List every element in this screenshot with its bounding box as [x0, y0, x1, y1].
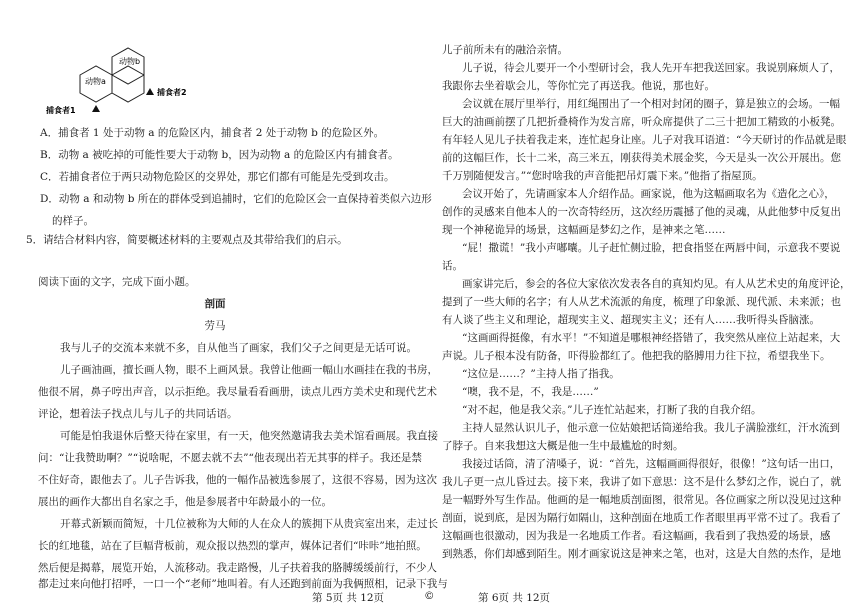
right-line-14: 画家讲完后，参会的各位大家依次发表各自的真知灼见。有人从艺术史的角度评论，: [462, 278, 851, 290]
predator-2-marker: [146, 88, 154, 95]
right-line-9: 会议开始了，先请画家本人介绍作品。画家说，他为这幅画取名为《造化之心》，: [462, 188, 835, 200]
right-line-5: 巨大的油画前摆了几把折叠椅作为发言席，听众席提供了二三十把加工精致的小板凳。: [442, 116, 841, 128]
option-d: D．动物 a 和动物 b 所在的群体受到追捕时，它们的危险区会一直保持着类似六边形: [40, 193, 432, 205]
left-line-1: 我与儿子的交流本来就不多，自从他当了画家，我们父子之间更是无话可说。: [60, 342, 417, 354]
left-line-2: 儿子画油画，擅长画人物，眼不上画风景。我曾让他画一幅山水画挂在我的书房，: [60, 364, 438, 376]
right-line-21: “对不起，他是我父亲。”儿子连忙站起来，打断了我的自我介绍。: [462, 404, 762, 416]
left-line-5: 可能是怕我退休后整天待在家里，有一天，他突然邀请我去美术馆看画展。我直接: [60, 430, 438, 442]
reading-instruction: 阅读下面的文字，完成下面小题。: [38, 276, 196, 288]
left-line-9: 开幕式新颖而简短，十几位被称为大师的人在众人的簇拥下从贵宾室出来，走过长: [60, 518, 438, 530]
right-line-16: 有人谈了些主义和理论，超现实主义、超现实主义；还有人……我听得头昏脑涨。: [442, 314, 820, 326]
right-line-26: 是一幅野外写生作品。他画的是一幅地质剖面图，很常见。各位画家之所以没见过这种: [442, 494, 841, 506]
right-line-15: 提到了一些大师的名字；有人从艺术流派的角度，梳理了印象派、现代派、未来派；也: [442, 296, 841, 308]
right-line-12: “屁！撒谎！”我小声嘟囔。儿子赶忙侧过脸，把食指竖在两唇中间，示意我不要说: [462, 242, 841, 254]
left-line-12: 都走过来向他打招呼，一口一个“老师”地叫着。有人还跑到前面为我俩照相，记录下我与: [38, 578, 448, 590]
center-mark: ©: [424, 590, 435, 602]
right-page: [430, 0, 860, 607]
story-author: 劳马: [204, 320, 226, 332]
left-line-11: 然后便是揭幕，展览开始，人流移动。我走路慢，儿子扶着我的胳膊缓缓前行，不少人: [38, 562, 437, 574]
right-line-20: “噢，我不是，不，我是……”: [462, 386, 599, 398]
option-b: B．动物 a 被吃掉的可能性要大于动物 b，因为动物 a 的危险区内有捕食者。: [40, 149, 399, 161]
right-line-28: 这幅画也很激动，因为我是一名地质工作者。看这幅画，我看到了我热爱的场景，感: [442, 530, 831, 542]
left-line-4: 评论，想着法子找点儿与儿子的共同话语。: [38, 408, 238, 420]
predator-1-marker: [92, 105, 100, 112]
right-line-7: 前的这幅巨作，长十二米，高三米五，刚获得美术展金奖，今天是头一次公开展出。您: [442, 152, 841, 164]
right-line-22: 主持人显然认识儿子，他示意一位姑娘把话筒递给我。我儿子满脸涨红，汗水流到: [462, 422, 840, 434]
right-line-2: 儿子说，待会儿要开一个小型研讨会，我人先开车把我送回家。我说别麻烦人了，: [462, 62, 840, 74]
option-d-continued: 的样子。: [52, 215, 94, 227]
label-predator-1: 捕食者1: [46, 106, 76, 115]
story-title: 剖面: [204, 298, 226, 310]
hexagon-diagram: [40, 40, 230, 122]
right-line-18: 声说。儿子根本没有防备，吓得脸都红了。他把我的胳膊用力往下拉，希望我坐下。: [442, 350, 831, 362]
right-line-8: 千万别随便发言。”“您时啥我的声音能把吊灯震下来。”他指了指屋顶。: [442, 170, 763, 182]
right-line-10: 创作的灵感来自他本人的一次奇特经历，这次经历震撼了他的灵魂，从此他梦中反复出: [442, 206, 841, 218]
label-prey-a: 动物a: [85, 77, 106, 86]
right-line-23: 了脖子。自来我想这大概是他一生中最尴尬的时刻。: [442, 440, 684, 452]
option-c: C．若捕食者位于两只动物危险区的交界处，那它们都有可能是先受到攻击。: [40, 171, 395, 183]
option-a: A．捕食者 1 处于动物 a 的危险区内，捕食者 2 处于动物 b 的危险区外。: [40, 127, 385, 139]
label-predator-2: 捕食者2: [157, 88, 187, 97]
left-line-10: 长的红地毯，站在了巨幅背板前，观众报以热烈的掌声，媒体记者们“咔咔”地拍照。: [38, 540, 427, 552]
right-line-24: 我接过话筒，清了清嗓子，说：“首先，这幅画画得很好，很像！”这句话一出口，: [462, 458, 841, 470]
right-line-13: 话。: [442, 260, 463, 272]
right-line-11: 现一个神秘诡异的场景，这幅画是梦幻之作，是神来之笔……: [442, 224, 726, 236]
right-line-3: 我跟你去坐着歇会儿，等你忙完了再送我。他说，那也好。: [442, 80, 715, 92]
left-page-footer: 第 5页 共 12页: [312, 592, 385, 604]
left-line-8: 展出的画作大都出自名家之手，他是参展者中年龄最小的一位。: [38, 496, 332, 508]
right-line-17: “这画画得挺像，有水平！”不知道是哪根神经搭错了，我突然从座位上站起来，大: [462, 332, 841, 344]
left-line-7: 不住好奇，跟他去了。儿子告诉我，他的一幅作品被选参展了，这很不容易，因为这次: [38, 474, 437, 486]
right-line-29: 到熟悉，你们却感到陌生。刚才画家说这是神来之笔，也对，这是大自然的杰作，是地: [442, 548, 841, 560]
label-prey-b: 动物b: [119, 57, 141, 66]
left-line-3: 他很不屑，鼻子哼出声音，以示拒绝。我尽量看看画册，读点儿西方美术史和现代艺术: [38, 386, 437, 398]
right-line-1: 儿子前所未有的融洽亲情。: [442, 44, 568, 56]
left-line-6: 问：“让我赞助啊？”“说啥呢，不愿去就不去”“他表现出若无其事的样子。我还是禁: [38, 452, 422, 464]
right-line-6: 有年轻人见儿子扶着我走来，连忙起身让座。儿子对我耳语道：“今天研讨的作品就是眼: [442, 134, 847, 146]
right-line-25: 我儿子更一点儿昏过去。接下来，我讲了如下意思：这不是什么梦幻之作，说白了，就: [442, 476, 841, 488]
right-page-footer: 第 6页 共 12页: [478, 592, 551, 604]
right-line-4: 会议就在展厅里举行，用红绳围出了一个相对封闭的圈子，算是独立的会场。一幅: [462, 98, 840, 110]
right-line-27: 剖面，说到底，是因为隔行如隔山，这种剖面在地质工作者眼里再平常不过了。我看了: [442, 512, 841, 524]
right-line-19: “这位是……？”主持人指了指我。: [462, 368, 620, 380]
question-5: 5．请结合材料内容，简要概述材料的主要观点及其带给我们的启示。: [26, 234, 348, 246]
